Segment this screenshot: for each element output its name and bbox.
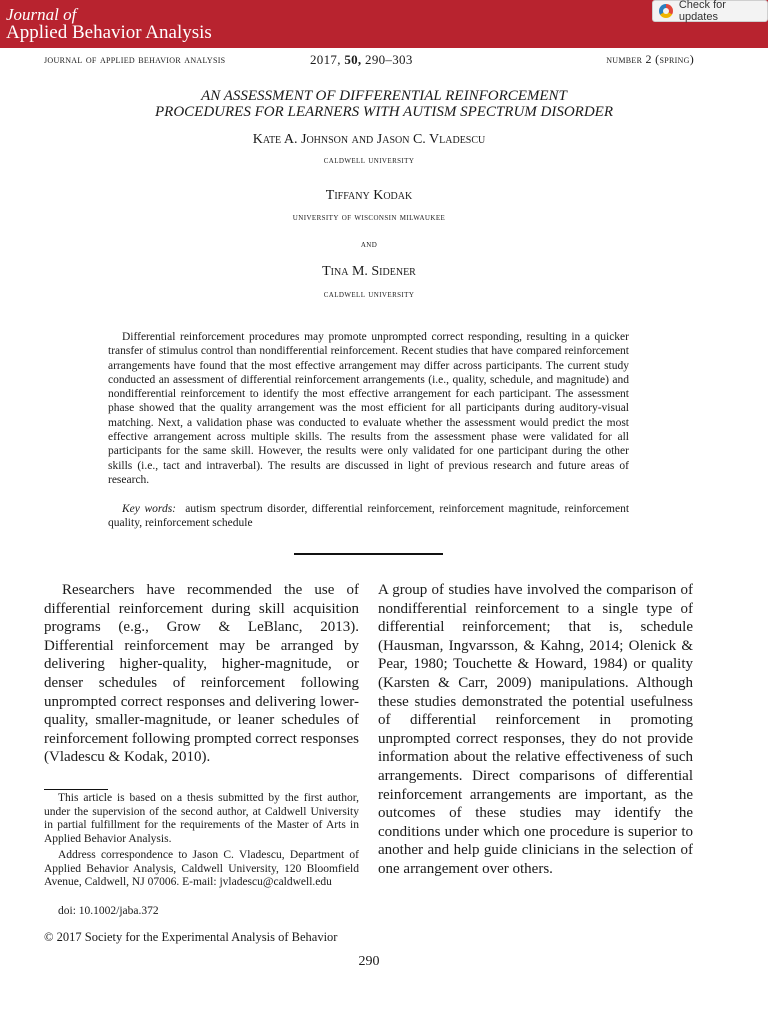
- journal-logo: [6, 6, 212, 42]
- running-head-journal: journal of applied behavior analysis: [44, 52, 226, 66]
- author-affiliation-1: caldwell university: [323, 155, 415, 166]
- article-title: [60, 88, 708, 120]
- footnote-thesis: This article is based on a thesis submitted by the first author, under the supervision of the second author, at Caldwell University in partial fulfillment for the requirements of the Master of Arts in Applied Behavior Analysis.: [44, 792, 359, 845]
- keywords: [108, 502, 629, 531]
- title-line-1: AN ASSESSMENT OF DIFFERENTIAL REINFORCEMENT: [201, 88, 567, 104]
- section-divider: [294, 553, 443, 555]
- copyright-notice: © 2017 Society for the Experimental Analysis of Behavior: [44, 930, 338, 944]
- running-head-issue: number 2 (spring): [606, 52, 694, 66]
- footnote-address: Address correspondence to Jason C. Vladescu, Department of Applied Behavior Analysis, Caldwell University, 120 Bloomfield Avenue, Caldwell, NJ 07006. E-mail: jvladescu@caldwell.edu: [44, 849, 359, 889]
- abstract: Differential reinforcement procedures may promote unprompted correct responding, resulting in a quicker transfer of stimulus control than nondifferential reinforcement. Recent studies that have compared reinforcement arrangements have found that the most effective arrangement may differ across participants. The current study conducted an assessment of differential reinforcement arrangements (i.e., quality, schedule, and magnitude) and nondifferential reinforcement to identify the most effective arrangement for each participant. The assessment phase showed that the quality arrangement was the most efficient for all participants during auditory-visual matching. Next, a validation phase was conducted to evaluate whether the assessment would predict the most effective arrangement across multiple skills. The results from the assessment phase were validated for all participants for the same skill. However, the results were only validated for one participant during the other skills (i.e., tact and intraverbal). The results are discussed in light of previous research and future areas of research.: [108, 331, 629, 486]
- author-names-2: Tiffany Kodak: [325, 188, 413, 203]
- citation-pages: 290–303: [361, 52, 413, 67]
- running-head: [44, 52, 694, 70]
- citation-volume: 50,: [344, 52, 362, 67]
- check-for-updates-label: Check for updates: [678, 0, 726, 23]
- keywords-label: Key words:: [122, 503, 177, 515]
- journal-logo-line2: Applied Behavior Analysis: [6, 22, 212, 43]
- crossmark-icon: [659, 4, 673, 18]
- author-affiliation-3: caldwell university: [323, 289, 415, 300]
- keywords-list: autism spectrum disorder, differential reinforcement, reinforcement magnitude, reinforcement quality, reinforcement schedule: [108, 503, 630, 530]
- author-conjunction: and: [360, 239, 378, 250]
- author-names-3: Tina M. Sidener: [322, 264, 416, 279]
- footnote-rule: [44, 789, 108, 790]
- check-for-updates-button[interactable]: [652, 0, 768, 22]
- page-number: 290: [358, 954, 380, 969]
- citation-year: 2017,: [310, 52, 345, 67]
- running-head-citation: [310, 52, 413, 68]
- journal-logo-line1: Journal of: [6, 5, 77, 24]
- body-column-left: Researchers have recommended the use of differential reinforcement during skill acquisition programs (e.g., Grow & LeBlanc, 2013). Differential reinforcement may be arranged by delivering higher-quality, higher-magnitude, or denser schedules of reinforcement following unprompted correct responses and delivering lower-quality, smaller-magnitude, or leaner schedules of reinforcement following prompted correct responses (Vladescu & Kodak, 2010).: [44, 582, 359, 766]
- footnote-doi: doi: 10.1002/jaba.372: [58, 905, 159, 917]
- author-affiliation-2: university of wisconsin milwaukee: [292, 212, 446, 223]
- title-line-2: PROCEDURES FOR LEARNERS WITH AUTISM SPECTRUM DISORDER: [155, 104, 613, 120]
- author-names-1: Kate A. Johnson and Jason C. Vladescu: [252, 132, 486, 147]
- body-column-right: A group of studies have involved the comparison of nondifferential reinforcement to a single type of differential reinforcement; that is, schedule (Hausman, Ingvarsson, & Kahng, 2014; Olenick & Pear, 1980; Touchette & Howard, 1984) or quality (Karsten & Carr, 2009) manipulations. Although these studies demonstrated the potential usefulness of differential reinforcement in promoting unprompted correct responses, they do not provide information about the relative effectiveness of such arrangements. Direct comparisons of differential reinforcement arrangements are important, as the outcomes of these studies may identify the conditions under which one procedure is superior to another and help guide clinicians in the selection of one arrangement over others.: [378, 582, 693, 877]
